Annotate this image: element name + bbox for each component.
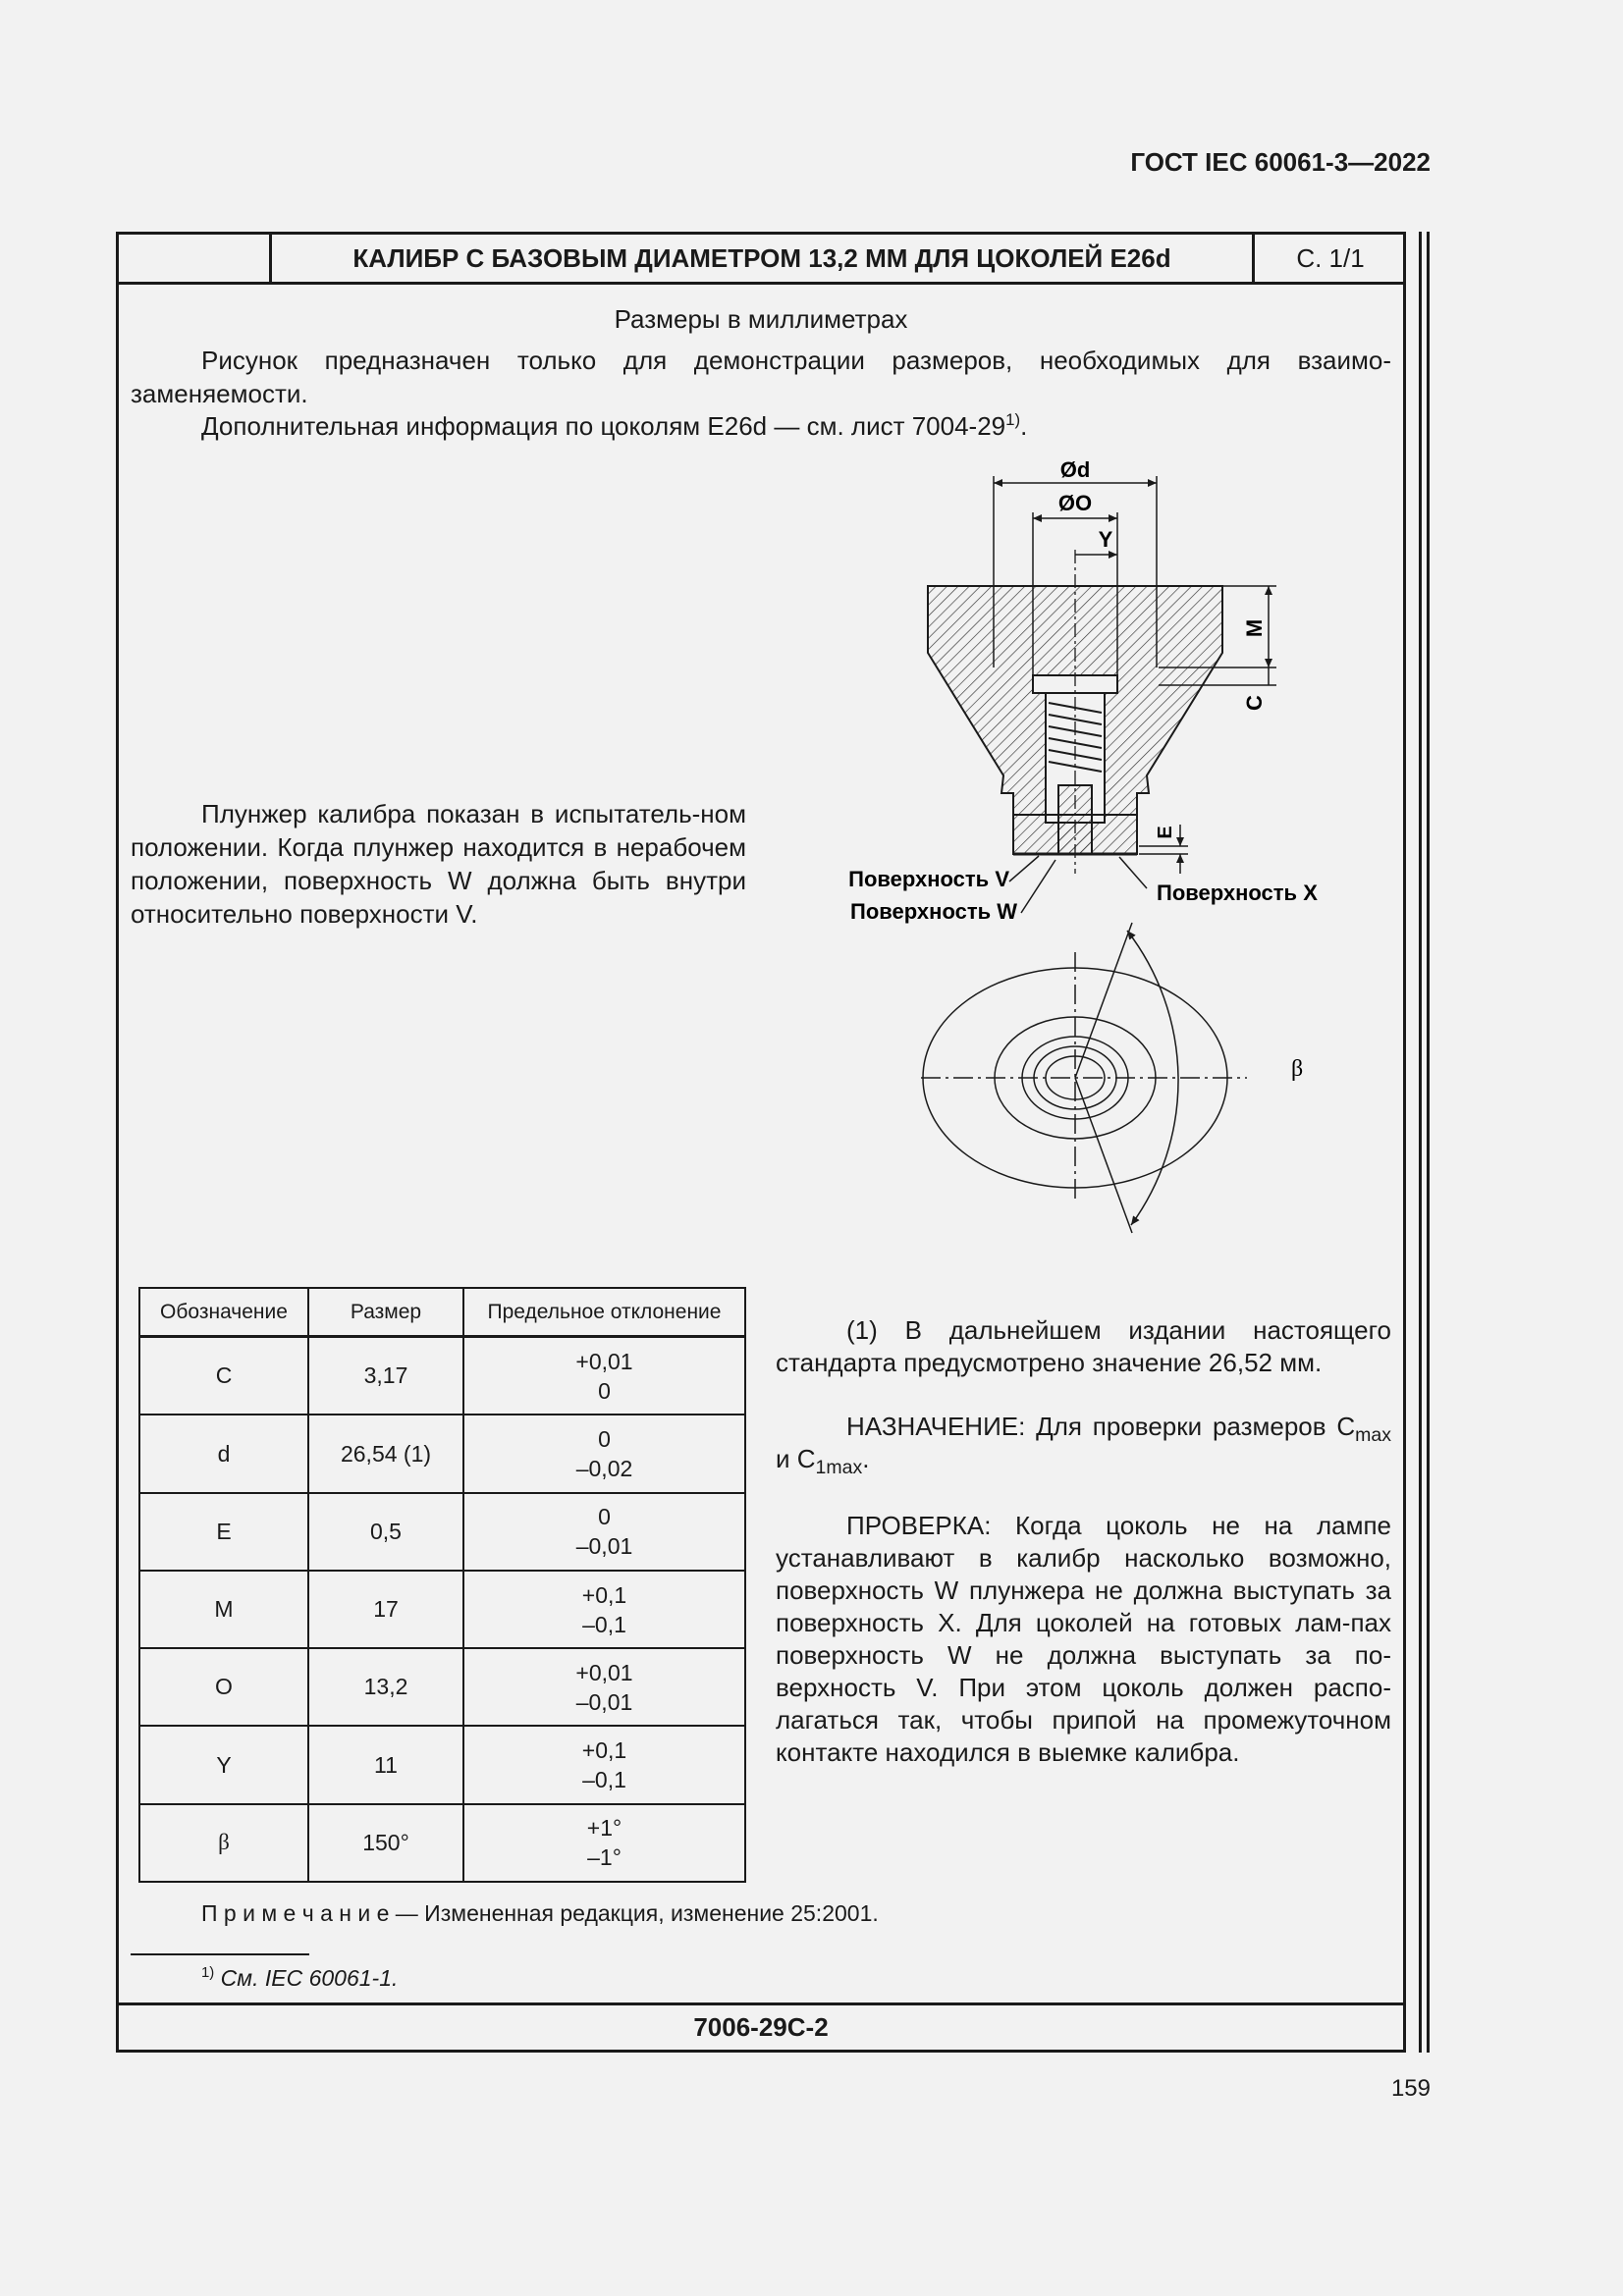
gauge-drawing xyxy=(805,452,1355,1256)
symbol-cell: M xyxy=(139,1571,308,1648)
deviation-cell: +0,1 –0,1 xyxy=(463,1571,745,1648)
size-cell: 0,5 xyxy=(308,1493,463,1571)
angle-beta-label: β xyxy=(1291,1056,1304,1082)
standard-id: ГОСТ IEC 60061-3—2022 xyxy=(1130,147,1431,177)
size-cell: 11 xyxy=(308,1726,463,1803)
symbol-cell: C xyxy=(139,1337,308,1415)
footnote-separator xyxy=(131,1953,309,1955)
table-row xyxy=(139,1493,745,1571)
plan-view xyxy=(921,923,1247,1233)
table-row xyxy=(139,1415,745,1492)
table-header: Размер xyxy=(308,1288,463,1337)
frame-double-line xyxy=(1419,232,1422,2053)
size-cell: 150° xyxy=(308,1804,463,1882)
dim-c-label: C xyxy=(1242,695,1267,711)
dim-o-label: ØO xyxy=(1057,491,1093,515)
frame-double-line xyxy=(1427,232,1430,2053)
size-cell: 3,17 xyxy=(308,1337,463,1415)
surface-x-label: Поверхность X xyxy=(1157,881,1318,905)
size-cell: 13,2 xyxy=(308,1648,463,1726)
intro-paragraph-1: Рисунок предназначен только для демонстрации размеров, необходимых для взаимо-заменяемости. xyxy=(131,346,1391,408)
symbol-cell: d xyxy=(139,1415,308,1492)
footnote: $^{1)}$ См. IEC 60061-1. xyxy=(201,1964,399,1991)
deviation-cell: 0 –0,02 xyxy=(463,1415,745,1492)
deviation-cell: +0,01 –0,01 xyxy=(463,1648,745,1726)
dim-d-label: Ød xyxy=(1059,457,1091,482)
size-cell: 26,54 (1) xyxy=(308,1415,463,1492)
surface-v-label: Поверхность V xyxy=(848,867,1009,891)
footnote-1-text: (1) В дальнейшем издании настоящего стандарта предусмотрено значение 26,52 мм. xyxy=(776,1315,1391,1377)
units-note: Размеры в миллиметрах xyxy=(614,304,908,334)
dimensions-table xyxy=(138,1287,746,1883)
plunger-text: Плунжер калибра показан в испытатель-ном положении. Когда плунжер находится в нерабочем положении, поверхность W должна быть внутри относительно поверхности V. xyxy=(131,799,746,929)
symbol-cell: Y xyxy=(139,1726,308,1803)
deviation-cell: 0 –0,01 xyxy=(463,1493,745,1571)
page-number: 159 xyxy=(1390,2075,1431,2102)
deviation-cell: +0,1 –0,1 xyxy=(463,1726,745,1803)
note-text: П р и м е ч а н и е — Измененная редакция, изменение 25:2001. xyxy=(201,1900,879,1926)
symbol-cell: β xyxy=(139,1804,308,1882)
size-cell: 17 xyxy=(308,1571,463,1648)
sheet-title: КАЛИБР С БАЗОВЫМ ДИАМЕТРОМ 13,2 ММ ДЛЯ ЦОКОЛЕЙ E26d xyxy=(352,243,1171,273)
table-row xyxy=(139,1648,745,1726)
dim-e-label: E xyxy=(1155,826,1176,839)
dim-y-label: Y xyxy=(1098,527,1113,552)
purpose-text: НАЗНАЧЕНИЕ: Для проверки размеров $C_{max}$ и $C_{1max}$. xyxy=(776,1412,1391,1478)
deviation-cell: +0,01 0 xyxy=(463,1337,745,1415)
table-header: Обозначение xyxy=(139,1288,308,1337)
intro-paragraph-2: Дополнительная информация по цоколям E26d — см. лист 7004-29$^{1)}$. xyxy=(201,409,1028,441)
symbol-cell: E xyxy=(139,1493,308,1571)
check-text: ПРОВЕРКА: Когда цоколь не на лампе устанавливают в калибр насколько возможно, поверхность W плунжера не должна выступать за поверхность X. Для цоколей на готовых лам-пах поверхность W не должна выступать за по-верхность V. При этом цоколь должен распо-лагаться так, чтобы припой на промежуточном контакте находился в выемке калибра. xyxy=(776,1511,1391,1767)
symbol-cell: O xyxy=(139,1648,308,1726)
sheet-number: С. 1/1 xyxy=(1296,243,1365,273)
sheet-code: 7006-29C-2 xyxy=(693,2012,829,2042)
table-row xyxy=(139,1571,745,1648)
dim-m-label: M xyxy=(1242,618,1267,638)
table-row xyxy=(139,1804,745,1882)
table-header: Предельное отклонение xyxy=(463,1288,745,1337)
gauge-body xyxy=(928,550,1222,874)
footnote-ref: 1) xyxy=(1005,409,1021,429)
deviation-cell: +1° –1° xyxy=(463,1804,745,1882)
table-row xyxy=(139,1337,745,1415)
surface-w-label: Поверхность W xyxy=(850,899,1017,924)
table-row xyxy=(139,1726,745,1803)
